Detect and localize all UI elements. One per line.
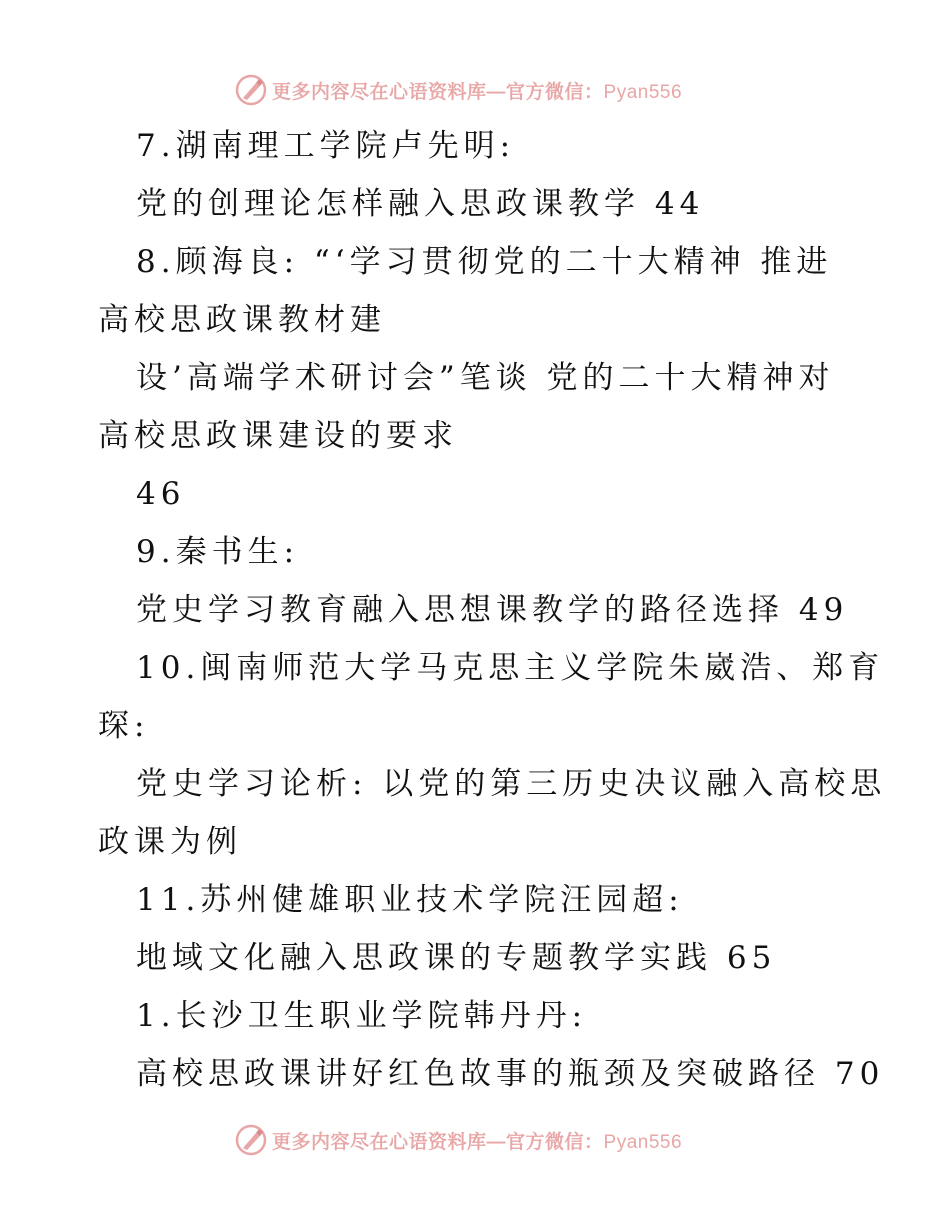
watermark-text: 更多内容尽在心语资料库—官方微信：Pyan556	[272, 1131, 683, 1153]
toc-entry-10-author: 10.闽南师范大学马克思主义学院朱崴浩、郑育	[136, 650, 885, 686]
toc-entry-7-author: 7.湖南理工学院卢先明:	[136, 128, 516, 164]
toc-entry-8-author: 8.顾海良: “‘学习贯彻党的二十大精神 推进	[136, 244, 833, 280]
toc-entry-7-title: 党的创理论怎样融入思政课教学 44	[136, 186, 705, 222]
watermark-footer	[234, 1122, 682, 1158]
watermark-wechat-id: Pyan556	[603, 81, 683, 103]
toc-entry-8-continued: 高校思政课教材建	[98, 302, 386, 338]
toc-entry-11-title: 地域文化融入思政课的专题教学实践 65	[136, 940, 777, 976]
pen-logo-icon	[234, 73, 268, 107]
toc-entry-8-title-continued: 高校思政课建设的要求	[98, 418, 458, 454]
toc-entry-8-page: 46	[136, 476, 186, 512]
toc-entry-10-author-continued: 琛:	[98, 708, 150, 744]
watermark-header	[234, 72, 682, 108]
toc-entry-11-author: 11.苏州健雄职业技术学院汪园超:	[136, 882, 684, 918]
watermark-wechat-id: Pyan556	[603, 1131, 683, 1153]
toc-entry-9-title: 党史学习教育融入思想课教学的路径选择 49	[136, 592, 849, 628]
toc-entry-10-title: 党史学习论析: 以党的第三历史决议融入高校思	[136, 766, 887, 802]
toc-entry-1-author: 1.长沙卫生职业学院韩丹丹:	[136, 998, 588, 1034]
pen-logo-icon	[234, 1123, 268, 1157]
toc-entry-10-title-continued: 政课为例	[98, 824, 242, 860]
toc-entry-1-title: 高校思政课讲好红色故事的瓶颈及突破路径 70	[136, 1056, 885, 1092]
watermark-text: 更多内容尽在心语资料库—官方微信：Pyan556	[272, 81, 683, 103]
toc-entry-8-title: 设’高端学术研讨会”笔谈 党的二十大精神对	[136, 360, 835, 396]
toc-entry-9-author: 9.秦书生:	[136, 534, 300, 570]
